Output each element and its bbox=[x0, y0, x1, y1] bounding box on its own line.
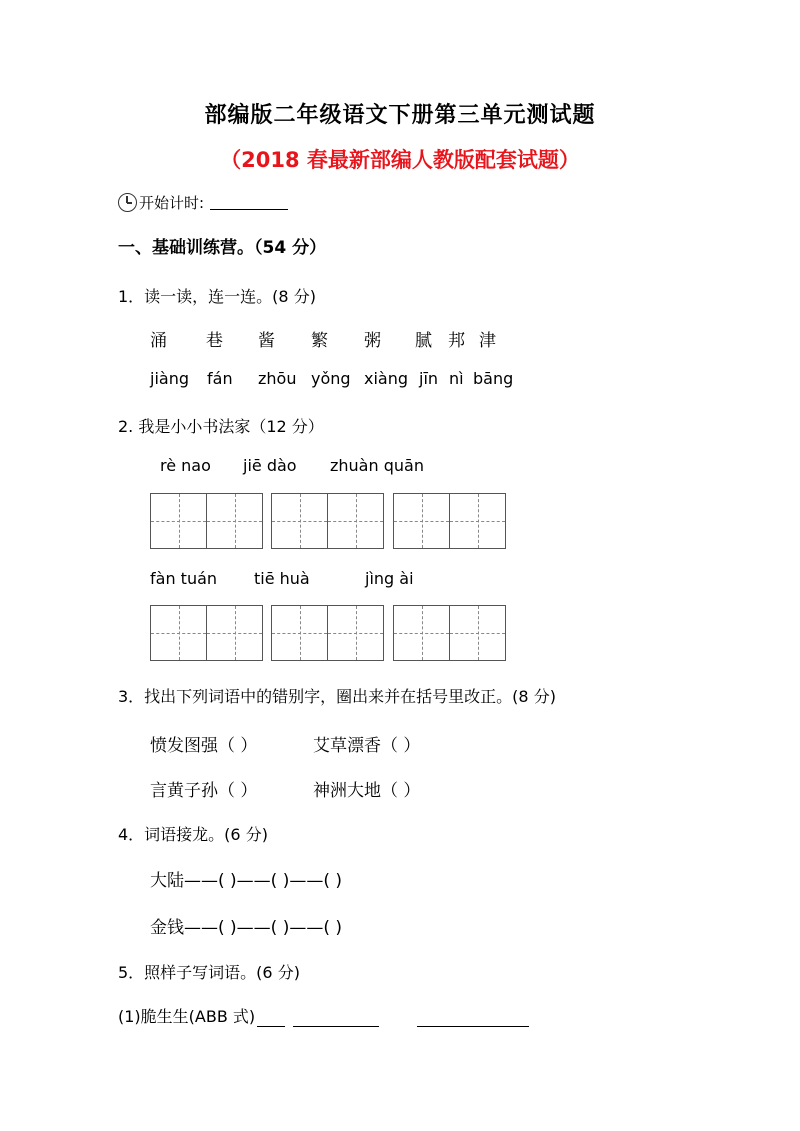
answer-blank[interactable] bbox=[257, 1010, 285, 1027]
grid-cell[interactable] bbox=[150, 493, 207, 549]
clock-icon bbox=[118, 193, 137, 212]
char-item[interactable]: 津 bbox=[479, 331, 496, 351]
char-item[interactable]: 酱 bbox=[258, 331, 275, 351]
q3-item[interactable]: 言黄子孙（ ） bbox=[150, 781, 258, 801]
grid-cell[interactable] bbox=[327, 605, 384, 661]
grid-cell[interactable] bbox=[393, 493, 450, 549]
pinyin-item[interactable]: zhōu bbox=[258, 369, 297, 388]
q2-pinyin-1: rè nao bbox=[160, 456, 211, 475]
grid-cell[interactable] bbox=[206, 493, 263, 549]
question-2-label: 2. 我是小小书法家（12 分） bbox=[118, 417, 324, 436]
q5-item-1 bbox=[118, 1004, 529, 1027]
q3-item[interactable]: 神洲大地（ ） bbox=[313, 781, 421, 801]
pinyin-item[interactable]: fán bbox=[207, 369, 233, 388]
question-4-label: 4．词语接龙。(6 分) bbox=[118, 825, 268, 844]
pinyin-item[interactable]: jiàng bbox=[150, 369, 189, 388]
q1-pinyin bbox=[150, 369, 513, 388]
q2-pinyin-2: jiē dào bbox=[243, 456, 297, 475]
answer-blank[interactable] bbox=[293, 1010, 379, 1027]
q4-chain[interactable]: 大陆——( )——( )——( ) bbox=[150, 871, 343, 891]
grid-cell[interactable] bbox=[393, 605, 450, 661]
grid-cell[interactable] bbox=[449, 605, 506, 661]
q2-pinyin-6: jìng ài bbox=[365, 569, 414, 588]
grid-cell[interactable] bbox=[206, 605, 263, 661]
question-5-label: 5．照样子写词语。(6 分) bbox=[118, 963, 300, 982]
q2-pinyin-3: zhuàn quān bbox=[330, 456, 424, 475]
q2-pinyin-4: fàn tuán bbox=[150, 569, 218, 588]
writing-grid[interactable] bbox=[150, 493, 263, 549]
char-item[interactable]: 巷 bbox=[206, 331, 223, 351]
pinyin-item[interactable]: bāng bbox=[473, 369, 514, 388]
char-item[interactable]: 涌 bbox=[150, 331, 167, 351]
char-item[interactable]: 邦 bbox=[448, 331, 465, 351]
writing-grid[interactable] bbox=[271, 605, 384, 661]
pinyin-item[interactable]: yǒng bbox=[311, 369, 351, 388]
pinyin-item[interactable]: xiàng bbox=[364, 369, 409, 388]
grid-cell[interactable] bbox=[271, 605, 328, 661]
timer-blank[interactable] bbox=[210, 195, 288, 210]
q4-chain[interactable]: 金钱——( )——( )——( ) bbox=[150, 918, 343, 938]
timer-row bbox=[118, 192, 288, 213]
char-item[interactable]: 腻 bbox=[415, 331, 432, 351]
question-3-label: 3．找出下列词语中的错别字，圈出来并在括号里改正。(8 分) bbox=[118, 687, 556, 706]
grid-cell[interactable] bbox=[150, 605, 207, 661]
grid-cell[interactable] bbox=[271, 493, 328, 549]
writing-grid[interactable] bbox=[393, 493, 506, 549]
question-1-label: 1．读一读，连一连。(8 分) bbox=[118, 287, 316, 306]
page-title: 部编版二年级语文下册第三单元测试题 bbox=[204, 103, 596, 128]
q3-item[interactable]: 愤发图强（ ） bbox=[150, 736, 258, 756]
pinyin-item[interactable]: nì bbox=[449, 369, 464, 388]
q3-item[interactable]: 艾草漂香（ ） bbox=[313, 736, 421, 756]
writing-grid[interactable] bbox=[150, 605, 263, 661]
q2-pinyin-5: tiē huà bbox=[254, 569, 310, 588]
pinyin-item[interactable]: jīn bbox=[419, 369, 439, 388]
q5-item-1-label: (1)脆生生(ABB 式) bbox=[118, 1007, 256, 1026]
q1-characters bbox=[150, 326, 509, 351]
writing-grid[interactable] bbox=[271, 493, 384, 549]
page-subtitle: （2018 春最新部编人教版配套试题） bbox=[220, 148, 580, 172]
answer-blank[interactable] bbox=[417, 1010, 529, 1027]
char-item[interactable]: 粥 bbox=[364, 331, 381, 351]
grid-cell[interactable] bbox=[449, 493, 506, 549]
section-heading: 一、基础训练营。（54 分） bbox=[118, 238, 327, 258]
timer-label: 开始计时: bbox=[139, 194, 205, 212]
writing-grid[interactable] bbox=[393, 605, 506, 661]
grid-cell[interactable] bbox=[327, 493, 384, 549]
char-item[interactable]: 繁 bbox=[311, 331, 328, 351]
